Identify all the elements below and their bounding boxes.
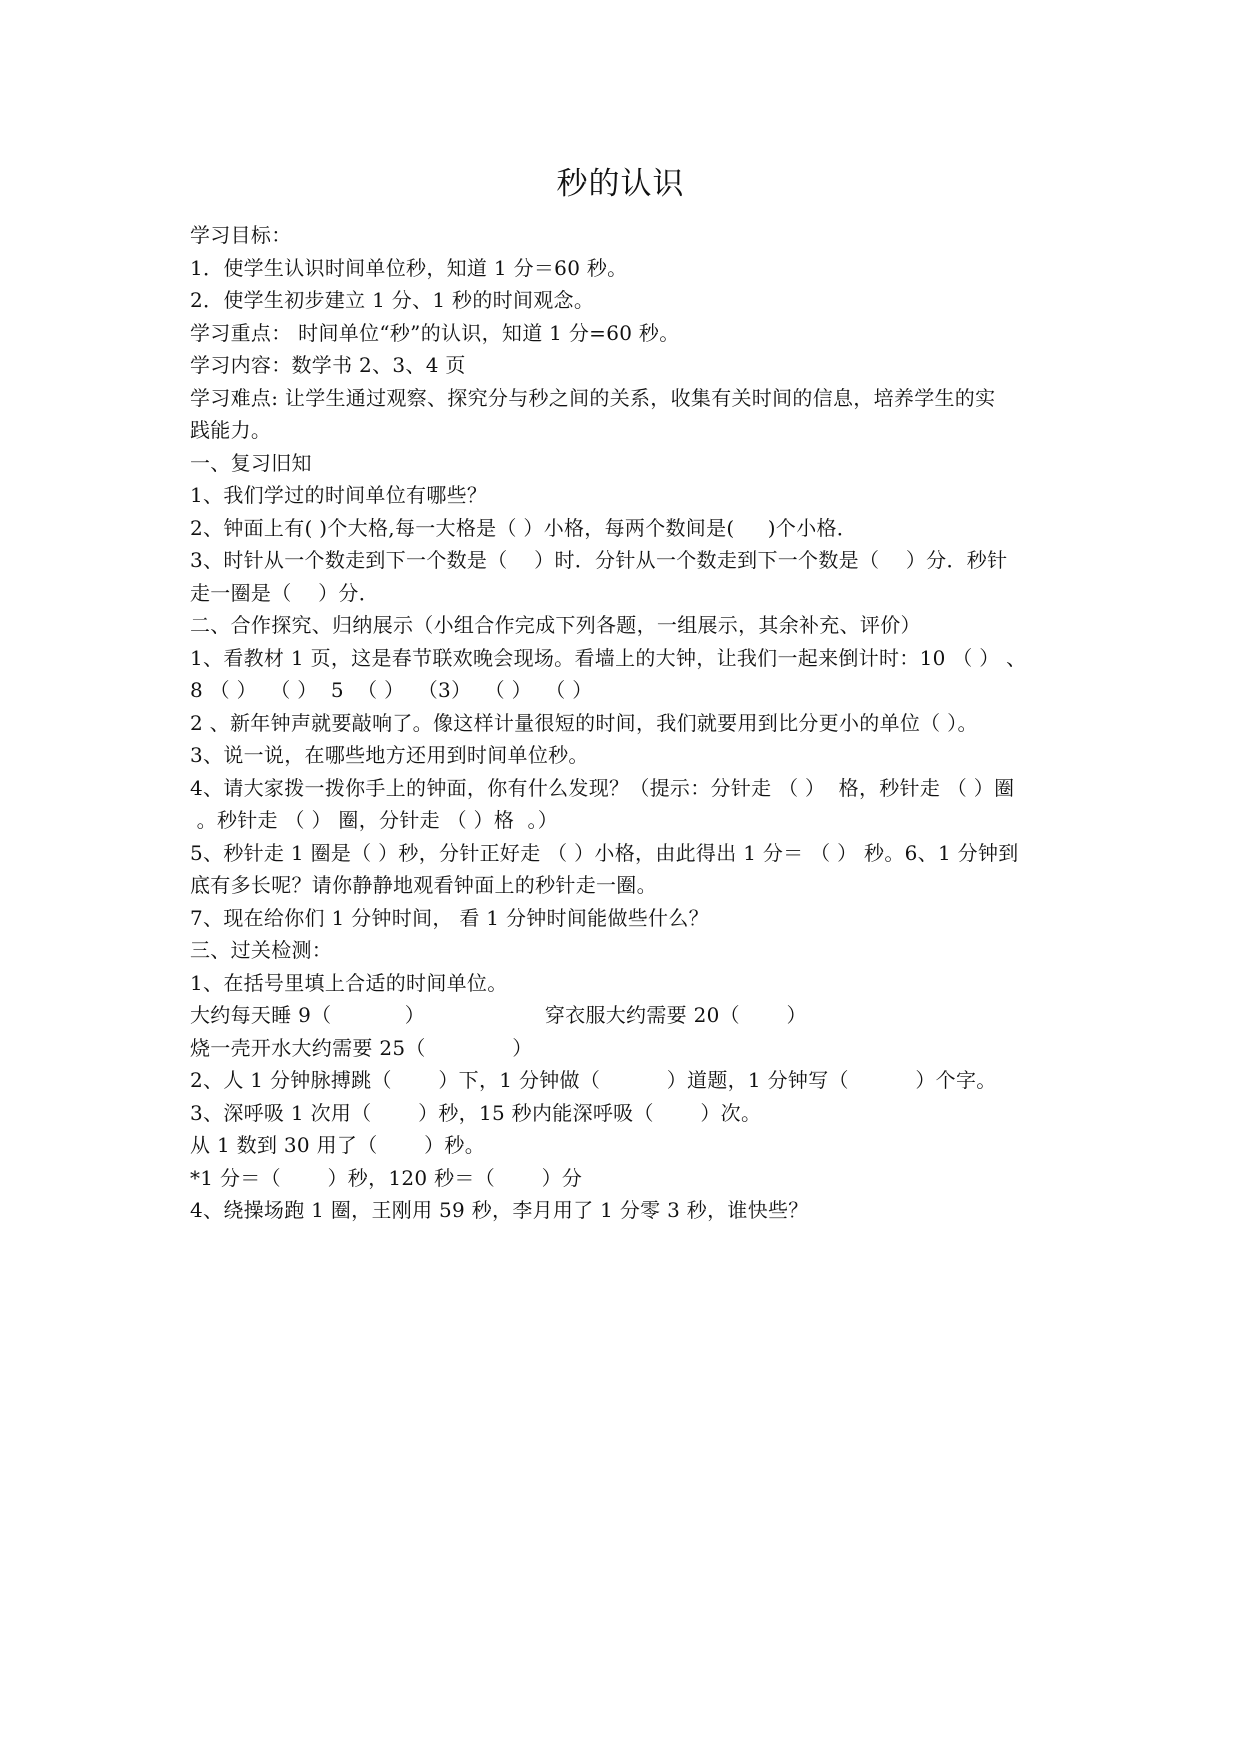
document-title: 秒的认识 [556, 166, 685, 202]
text-line: 。秒针走 （ ） 圈，分针走 （ ）格 。） [190, 808, 559, 832]
text-line: 烧一壳开水大约需要 25（ ） [190, 1035, 533, 1060]
text-line: 底有多长呢？请你静静地观看钟面上的秒针走一圈。 [190, 873, 657, 897]
text-line: 2、人 1 分钟脉搏跳（ ）下，1 分钟做（ ）道题，1 分钟写（ ）个字。 [190, 1068, 997, 1092]
text-line: 学习重点： 时间单位“秒”的认识，知道 1 分=60 秒。 [190, 320, 680, 345]
text-line: 3、说一说，在哪些地方还用到时间单位秒。 [190, 743, 589, 767]
text-line: 从 1 数到 30 用了（ ）秒。 [190, 1133, 486, 1157]
text-line: 2．使学生初步建立 1 分、1 秒的时间观念。 [190, 288, 595, 312]
text-line: 学习目标： [190, 223, 292, 247]
text-line: 5、秒针走 1 圈是（ ）秒，分针正好走 （ ）小格，由此得出 1 分＝ （ ） 秒。6、1 分钟到 [190, 840, 1019, 865]
text-line: 一、复习旧知 [190, 450, 312, 475]
text-line: 4、请大家拨一拨你手上的钟面，你有什么发现？（提示：分针走 （ ） 格，秒针走 （ ）圈 [190, 775, 1015, 800]
text-line: 学习内容：数学书 2、3、4 页 [190, 353, 466, 377]
text-line: 二、合作探究、归纳展示（小组合作完成下列各题，一组展示，其余补充、评价） [190, 613, 921, 637]
text-line: 8 （ ） （ ） 5 （ ） （3） （ ） （ ） [190, 678, 593, 702]
text-line: 2 、新年钟声就要敲响了。像这样计量很短的时间，我们就要用到比分更小的单位（ ）。 [190, 710, 978, 735]
text-line: 4、绕操场跑 1 圈，王刚用 59 秒，李月用了 1 分零 3 秒，谁快些？ [190, 1198, 809, 1222]
text-line: 三、过关检测： [190, 938, 333, 962]
text-line: *1 分＝（ ）秒，120 秒＝（ ）分 [190, 1165, 583, 1190]
text-line: 1、在括号里填上合适的时间单位。 [190, 970, 508, 995]
text-line: 3、深呼吸 1 次用（ ）秒，15 秒内能深呼吸（ ）次。 [190, 1100, 762, 1125]
text-line: 1、看教材 1 页，这是春节联欢晚会现场。看墙上的大钟，让我们一起来倒计时：10 （ ） 、 [190, 645, 1027, 670]
text-line: 践能力。 [190, 418, 272, 442]
text-line: 2、钟面上有( )个大格,每一大格是（ ）小格，每两个数间是( )个小格． [190, 515, 858, 540]
text-line: 1、我们学过的时间单位有哪些？ [190, 483, 488, 507]
text-line: 走一圈是（ ）分． [190, 580, 380, 605]
text-line: 3、时针从一个数走到下一个数是（ ）时．分针从一个数走到下一个数是（ ）分．秒针 [190, 548, 1008, 572]
text-line: 1．使学生认识时间单位秒，知道 1 分＝60 秒。 [190, 255, 628, 280]
text-line: 学习难点: 让学生通过观察、探究分与秒之间的关系，收集有关时间的信息，培养学生的实 [190, 385, 996, 410]
document-body [190, 219, 1060, 1227]
text-line: 大约每天睡 9（ ） 穿衣服大约需要 20（ ） [190, 1003, 807, 1027]
text-line: 7、现在给你们 1 分钟时间， 看 1 分钟时间能做些什么？ [190, 905, 709, 930]
